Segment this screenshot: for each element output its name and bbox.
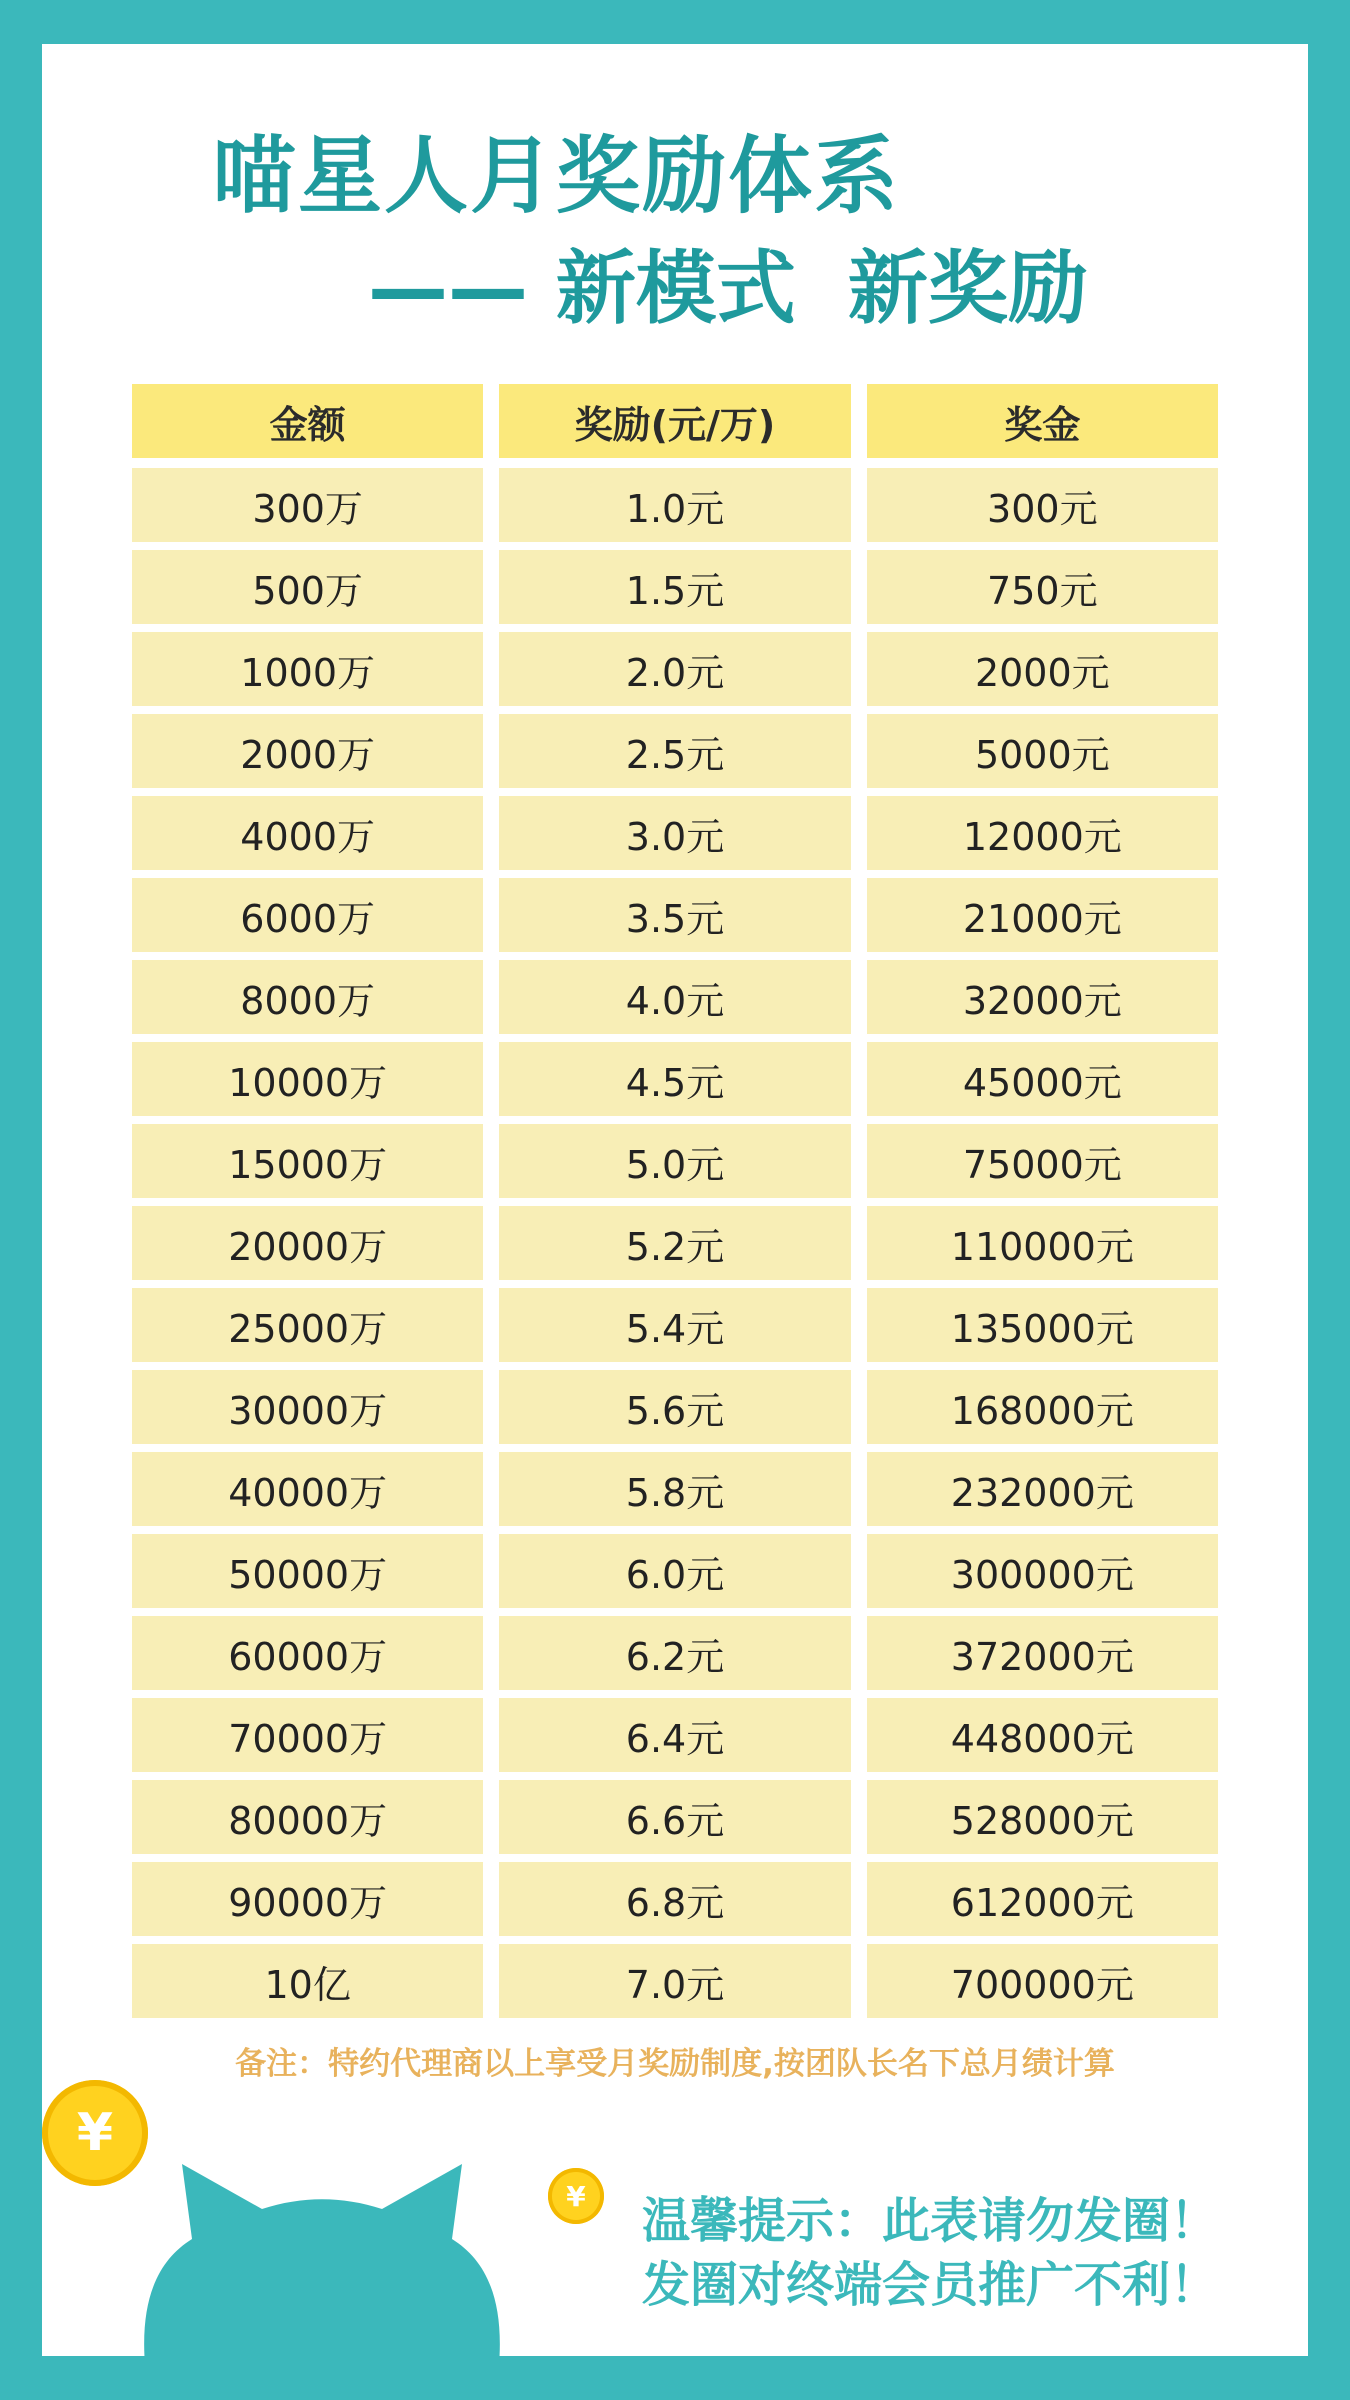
cell-rate: 3.0元	[499, 796, 850, 870]
cell-bonus: 135000元	[867, 1288, 1218, 1362]
reward-table	[132, 384, 1218, 2026]
cell-bonus: 2000元	[867, 632, 1218, 706]
cell-rate: 2.0元	[499, 632, 850, 706]
table-row	[132, 714, 1218, 788]
page-title: 喵星人月奖励体系	[212, 127, 901, 225]
cell-rate: 5.8元	[499, 1452, 850, 1526]
tips-line-1: 温馨提示：此表请勿发圈！	[642, 2193, 1219, 2249]
table-row	[132, 1780, 1218, 1854]
warning-tips	[642, 2189, 1218, 2317]
cell-amount: 2000万	[132, 714, 483, 788]
cat-silhouette-icon	[112, 2144, 532, 2356]
cell-bonus: 75000元	[867, 1124, 1218, 1198]
cell-amount: 10000万	[132, 1042, 483, 1116]
yen-coin-icon: ¥	[548, 2168, 604, 2224]
cell-bonus: 12000元	[867, 796, 1218, 870]
table-row	[132, 1124, 1218, 1198]
cell-rate: 3.5元	[499, 878, 850, 952]
cell-amount: 15000万	[132, 1124, 483, 1198]
cell-bonus: 750元	[867, 550, 1218, 624]
table-row	[132, 1452, 1218, 1526]
cell-rate: 1.5元	[499, 550, 850, 624]
cell-rate: 6.2元	[499, 1616, 850, 1690]
cell-amount: 25000万	[132, 1288, 483, 1362]
cell-bonus: 372000元	[867, 1616, 1218, 1690]
table-row	[132, 1944, 1218, 2018]
cell-amount: 20000万	[132, 1206, 483, 1280]
poster-card	[42, 44, 1308, 2356]
table-row	[132, 1698, 1218, 1772]
cell-bonus: 21000元	[867, 878, 1218, 952]
footnote: 备注：特约代理商以上享受月奖励制度,按团队长名下总月绩计算	[235, 2046, 1115, 2082]
cell-bonus: 232000元	[867, 1452, 1218, 1526]
cell-bonus: 5000元	[867, 714, 1218, 788]
table-row	[132, 468, 1218, 542]
table-row	[132, 1616, 1218, 1690]
cell-rate: 4.5元	[499, 1042, 850, 1116]
cell-rate: 5.2元	[499, 1206, 850, 1280]
table-row	[132, 632, 1218, 706]
cell-rate: 4.0元	[499, 960, 850, 1034]
table-row	[132, 550, 1218, 624]
cell-bonus: 528000元	[867, 1780, 1218, 1854]
cell-amount: 10亿	[132, 1944, 483, 2018]
column-header-bonus: 奖金	[867, 384, 1218, 458]
subtitle-part-1: 新模式	[555, 242, 796, 335]
cell-bonus: 110000元	[867, 1206, 1218, 1280]
cell-amount: 80000万	[132, 1780, 483, 1854]
table-row	[132, 960, 1218, 1034]
cell-amount: 6000万	[132, 878, 483, 952]
cell-amount: 90000万	[132, 1862, 483, 1936]
cell-amount: 300万	[132, 468, 483, 542]
cell-rate: 6.8元	[499, 1862, 850, 1936]
column-header-rate: 奖励(元/万)	[499, 384, 850, 458]
cell-rate: 6.4元	[499, 1698, 850, 1772]
yen-coin-icon: ¥	[42, 2080, 148, 2186]
page-subtitle	[368, 224, 1088, 339]
table-row	[132, 1206, 1218, 1280]
cell-amount: 40000万	[132, 1452, 483, 1526]
cell-rate: 2.5元	[499, 714, 850, 788]
cell-bonus: 612000元	[867, 1862, 1218, 1936]
table-row	[132, 1370, 1218, 1444]
subtitle-part-2: 新奖励	[847, 242, 1088, 335]
cell-amount: 50000万	[132, 1534, 483, 1608]
table-row	[132, 1534, 1218, 1608]
cell-amount: 30000万	[132, 1370, 483, 1444]
cell-bonus: 168000元	[867, 1370, 1218, 1444]
table-row	[132, 1042, 1218, 1116]
column-header-amount: 金额	[132, 384, 483, 458]
cell-amount: 500万	[132, 550, 483, 624]
cell-bonus: 700000元	[867, 1944, 1218, 2018]
table-row	[132, 1862, 1218, 1936]
cell-rate: 5.4元	[499, 1288, 850, 1362]
cell-rate: 5.6元	[499, 1370, 850, 1444]
cell-bonus: 32000元	[867, 960, 1218, 1034]
subtitle-dash: ——	[368, 242, 528, 335]
cell-rate: 6.0元	[499, 1534, 850, 1608]
tips-line-2: 发圈对终端会员推广不利！	[642, 2257, 1219, 2313]
table-body	[132, 468, 1218, 2018]
table-row	[132, 1288, 1218, 1362]
cell-bonus: 300元	[867, 468, 1218, 542]
cell-rate: 1.0元	[499, 468, 850, 542]
cell-bonus: 45000元	[867, 1042, 1218, 1116]
cell-amount: 4000万	[132, 796, 483, 870]
cell-bonus: 300000元	[867, 1534, 1218, 1608]
cell-bonus: 448000元	[867, 1698, 1218, 1772]
cell-amount: 1000万	[132, 632, 483, 706]
cell-amount: 70000万	[132, 1698, 483, 1772]
cell-amount: 60000万	[132, 1616, 483, 1690]
cell-rate: 7.0元	[499, 1944, 850, 2018]
table-row	[132, 796, 1218, 870]
cell-rate: 6.6元	[499, 1780, 850, 1854]
cell-rate: 5.0元	[499, 1124, 850, 1198]
table-row	[132, 878, 1218, 952]
table-header-row	[132, 384, 1218, 458]
cell-amount: 8000万	[132, 960, 483, 1034]
